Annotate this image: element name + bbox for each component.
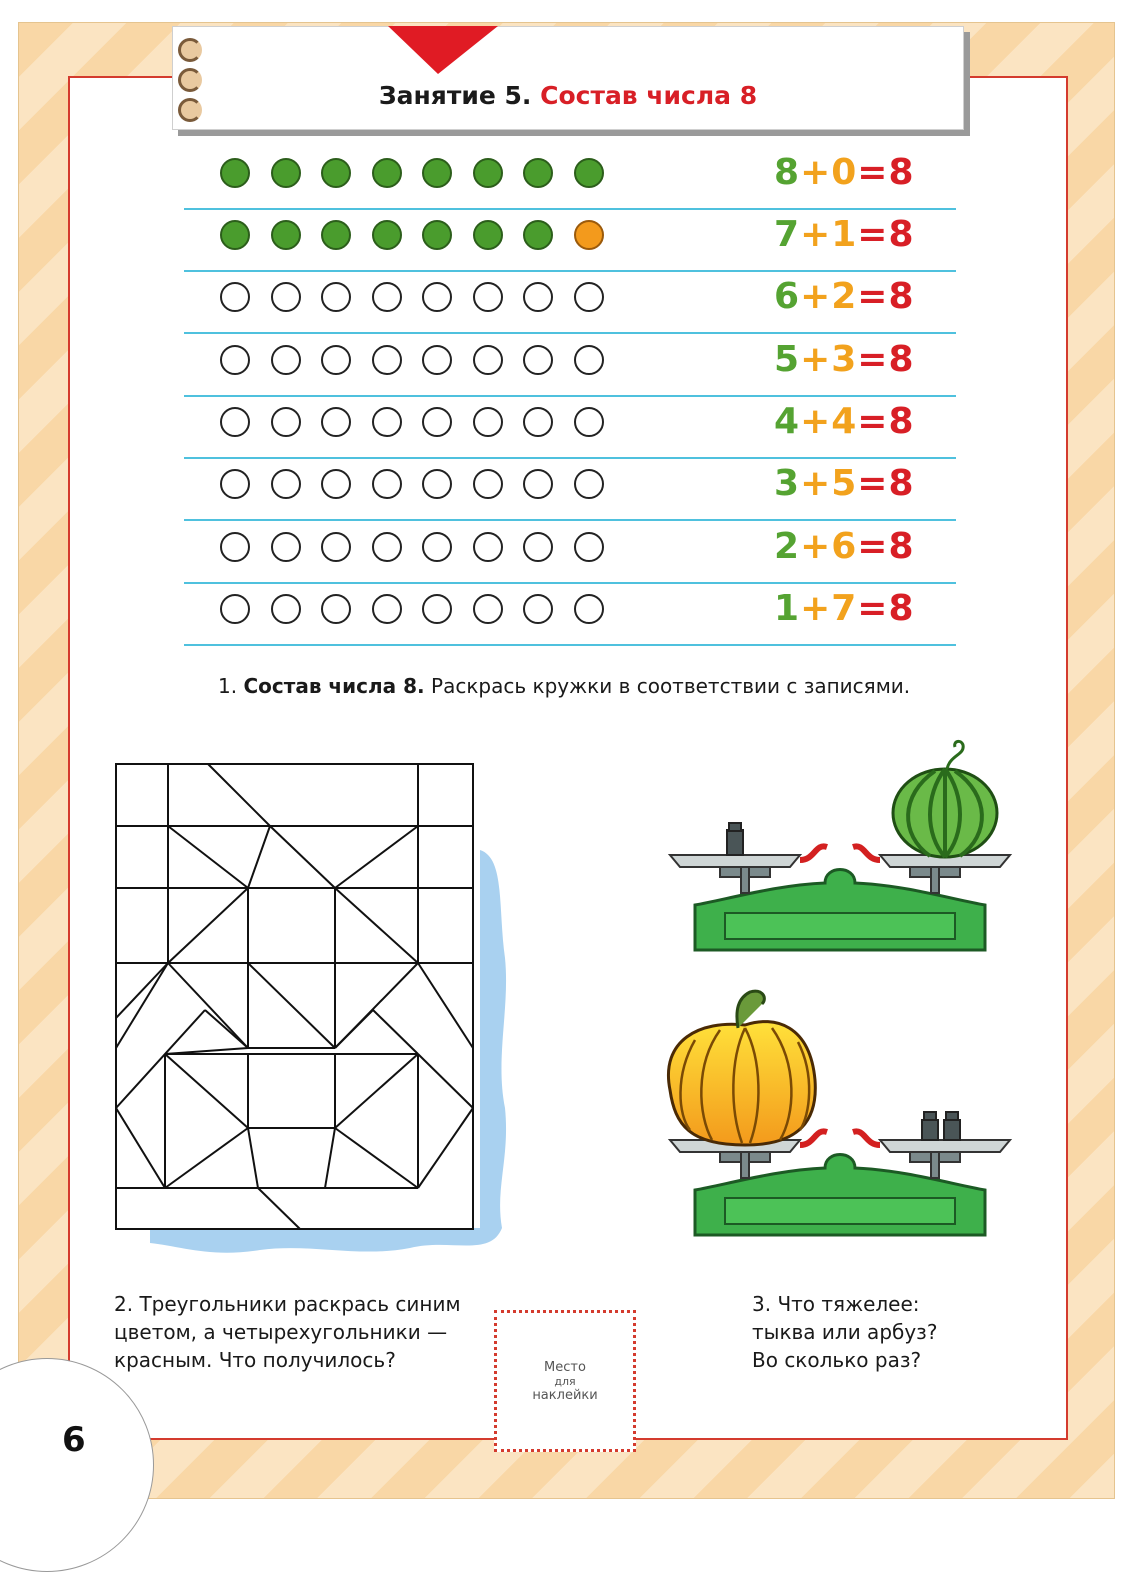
bead-row bbox=[184, 208, 956, 272]
equation-eqs: = bbox=[857, 588, 889, 629]
bead-circle[interactable] bbox=[422, 345, 452, 375]
equation-r: 8 bbox=[888, 588, 915, 629]
equation bbox=[774, 588, 915, 629]
equation-r: 8 bbox=[888, 526, 915, 567]
bead-circle[interactable] bbox=[574, 469, 604, 499]
bead-circle[interactable] bbox=[220, 158, 250, 188]
bead-row bbox=[184, 520, 956, 584]
bead-circle[interactable] bbox=[220, 345, 250, 375]
bead-circle[interactable] bbox=[422, 220, 452, 250]
equation-op: + bbox=[800, 276, 832, 317]
bead-circle[interactable] bbox=[271, 158, 301, 188]
bead-circle[interactable] bbox=[422, 282, 452, 312]
bead-circle[interactable] bbox=[473, 282, 503, 312]
sticker-line3: наклейки bbox=[532, 1387, 598, 1403]
equation-r: 8 bbox=[888, 463, 915, 504]
equation-eqs: = bbox=[857, 276, 889, 317]
bead-circle[interactable] bbox=[574, 220, 604, 250]
equation-op: + bbox=[800, 401, 832, 442]
equation-eqs: = bbox=[857, 339, 889, 380]
task-2-line3: красным. Что получилось? bbox=[114, 1348, 396, 1372]
bead-circle[interactable] bbox=[321, 407, 351, 437]
bead-circle[interactable] bbox=[574, 532, 604, 562]
task-3-line1: 3. Что тяжелее: bbox=[752, 1292, 920, 1316]
equation-b: 1 bbox=[831, 214, 858, 255]
equation-op: + bbox=[800, 588, 832, 629]
bead-circle[interactable] bbox=[574, 158, 604, 188]
bead-circle[interactable] bbox=[422, 407, 452, 437]
bead-circle[interactable] bbox=[372, 469, 402, 499]
equation bbox=[774, 214, 915, 255]
bead-circle[interactable] bbox=[372, 158, 402, 188]
bead-circle[interactable] bbox=[220, 469, 250, 499]
bead-circle[interactable] bbox=[321, 532, 351, 562]
bead-circle[interactable] bbox=[271, 345, 301, 375]
bead-circle[interactable] bbox=[271, 532, 301, 562]
bead-circle[interactable] bbox=[422, 532, 452, 562]
bead-circle[interactable] bbox=[321, 158, 351, 188]
task-1-number: 1. bbox=[218, 674, 238, 698]
bead-circle[interactable] bbox=[523, 158, 553, 188]
lesson-header bbox=[172, 26, 964, 130]
bead-circle[interactable] bbox=[574, 282, 604, 312]
bead-circle[interactable] bbox=[422, 469, 452, 499]
equation bbox=[774, 339, 915, 380]
sticker-line1: Место bbox=[544, 1359, 586, 1375]
task-1-text: Раскрась кружки в соответствии с записями. bbox=[431, 674, 911, 698]
lesson-label: Занятие 5. bbox=[378, 81, 532, 110]
equation-b: 3 bbox=[831, 339, 858, 380]
bead-circle[interactable] bbox=[422, 594, 452, 624]
bead-circle[interactable] bbox=[523, 407, 553, 437]
equation-a: 6 bbox=[774, 276, 801, 317]
sticker-line2: для bbox=[554, 1374, 576, 1388]
equation-a: 1 bbox=[774, 588, 801, 629]
task-3 bbox=[752, 1290, 937, 1374]
equation-eqs: = bbox=[857, 214, 889, 255]
bead-circle[interactable] bbox=[422, 158, 452, 188]
bead-circle[interactable] bbox=[220, 594, 250, 624]
bookmark-flag-icon bbox=[388, 26, 498, 74]
equation bbox=[774, 401, 915, 442]
equation-op: + bbox=[800, 152, 832, 193]
bead-row bbox=[184, 270, 956, 334]
task-3-line2: тыква или арбуз? bbox=[752, 1320, 938, 1344]
bead-circle[interactable] bbox=[220, 220, 250, 250]
bead-circle[interactable] bbox=[271, 282, 301, 312]
bead-circle[interactable] bbox=[473, 594, 503, 624]
equation-eqs: = bbox=[857, 401, 889, 442]
lesson-title bbox=[173, 81, 963, 110]
bead-circle[interactable] bbox=[321, 594, 351, 624]
equation-r: 8 bbox=[888, 339, 915, 380]
lesson-topic: Состав числа 8 bbox=[540, 81, 758, 110]
task-1 bbox=[218, 672, 910, 700]
bead-circle[interactable] bbox=[523, 469, 553, 499]
scale-watermelon bbox=[665, 735, 1015, 965]
bead-circle[interactable] bbox=[473, 158, 503, 188]
equation-eqs: = bbox=[857, 463, 889, 504]
bead-circle[interactable] bbox=[574, 345, 604, 375]
equation-op: + bbox=[800, 214, 832, 255]
bead-circle[interactable] bbox=[523, 345, 553, 375]
equation-eqs: = bbox=[857, 526, 889, 567]
bead-row bbox=[184, 395, 956, 459]
bead-circle[interactable] bbox=[372, 282, 402, 312]
task-1-bold: Состав числа 8. bbox=[243, 674, 425, 698]
bead-circle[interactable] bbox=[473, 345, 503, 375]
bead-circle[interactable] bbox=[271, 407, 301, 437]
binder-rings-icon bbox=[178, 38, 202, 128]
equation-b: 5 bbox=[831, 463, 858, 504]
bead-circle[interactable] bbox=[271, 594, 301, 624]
page-number: 6 bbox=[62, 1420, 86, 1460]
bead-row bbox=[184, 146, 956, 210]
sticker-placeholder[interactable] bbox=[494, 1310, 636, 1452]
bead-circle[interactable] bbox=[372, 345, 402, 375]
bead-circle[interactable] bbox=[220, 532, 250, 562]
equation-r: 8 bbox=[888, 401, 915, 442]
bead-circle[interactable] bbox=[523, 282, 553, 312]
equation bbox=[774, 526, 915, 567]
equation-a: 2 bbox=[774, 526, 801, 567]
equation-b: 0 bbox=[831, 152, 858, 193]
equation-r: 8 bbox=[888, 214, 915, 255]
equation bbox=[774, 152, 915, 193]
shape-puzzle bbox=[110, 758, 510, 1268]
bead-circle[interactable] bbox=[271, 220, 301, 250]
task-2-line1: 2. Треугольники раскрась синим bbox=[114, 1292, 461, 1316]
bead-row bbox=[184, 582, 956, 646]
bead-row bbox=[184, 333, 956, 397]
bead-circle[interactable] bbox=[372, 220, 402, 250]
equation-a: 4 bbox=[774, 401, 801, 442]
bead-circle[interactable] bbox=[321, 220, 351, 250]
equation-op: + bbox=[800, 526, 832, 567]
bead-circle[interactable] bbox=[372, 407, 402, 437]
bead-circle[interactable] bbox=[473, 220, 503, 250]
equation-a: 7 bbox=[774, 214, 801, 255]
equation-b: 4 bbox=[831, 401, 858, 442]
bead-circle[interactable] bbox=[473, 407, 503, 437]
bead-circle[interactable] bbox=[321, 282, 351, 312]
equation-a: 5 bbox=[774, 339, 801, 380]
bead-circle[interactable] bbox=[372, 594, 402, 624]
bead-circle[interactable] bbox=[574, 594, 604, 624]
equation-r: 8 bbox=[888, 276, 915, 317]
equation-eqs: = bbox=[857, 152, 889, 193]
equation-op: + bbox=[800, 339, 832, 380]
equation-b: 6 bbox=[831, 526, 858, 567]
equation-op: + bbox=[800, 463, 832, 504]
equation-b: 7 bbox=[831, 588, 858, 629]
equation bbox=[774, 276, 915, 317]
bead-circle[interactable] bbox=[473, 532, 503, 562]
equation-r: 8 bbox=[888, 152, 915, 193]
equation-b: 2 bbox=[831, 276, 858, 317]
bead-circle[interactable] bbox=[220, 407, 250, 437]
equation-a: 3 bbox=[774, 463, 801, 504]
task-3-line3: Во сколько раз? bbox=[752, 1348, 922, 1372]
equation-a: 8 bbox=[774, 152, 801, 193]
bead-circle[interactable] bbox=[321, 469, 351, 499]
bead-circle[interactable] bbox=[523, 220, 553, 250]
bead-circle[interactable] bbox=[372, 532, 402, 562]
equation bbox=[774, 463, 915, 504]
bead-circle[interactable] bbox=[574, 407, 604, 437]
bead-circle[interactable] bbox=[473, 469, 503, 499]
bead-circle[interactable] bbox=[523, 594, 553, 624]
task-2-line2: цветом, а четырехугольники — bbox=[114, 1320, 448, 1344]
bead-circle[interactable] bbox=[271, 469, 301, 499]
bead-circle[interactable] bbox=[321, 345, 351, 375]
scale-pumpkin bbox=[650, 980, 1015, 1250]
bead-circle[interactable] bbox=[523, 532, 553, 562]
bead-circle[interactable] bbox=[220, 282, 250, 312]
bead-row bbox=[184, 457, 956, 521]
task-2 bbox=[114, 1290, 461, 1374]
